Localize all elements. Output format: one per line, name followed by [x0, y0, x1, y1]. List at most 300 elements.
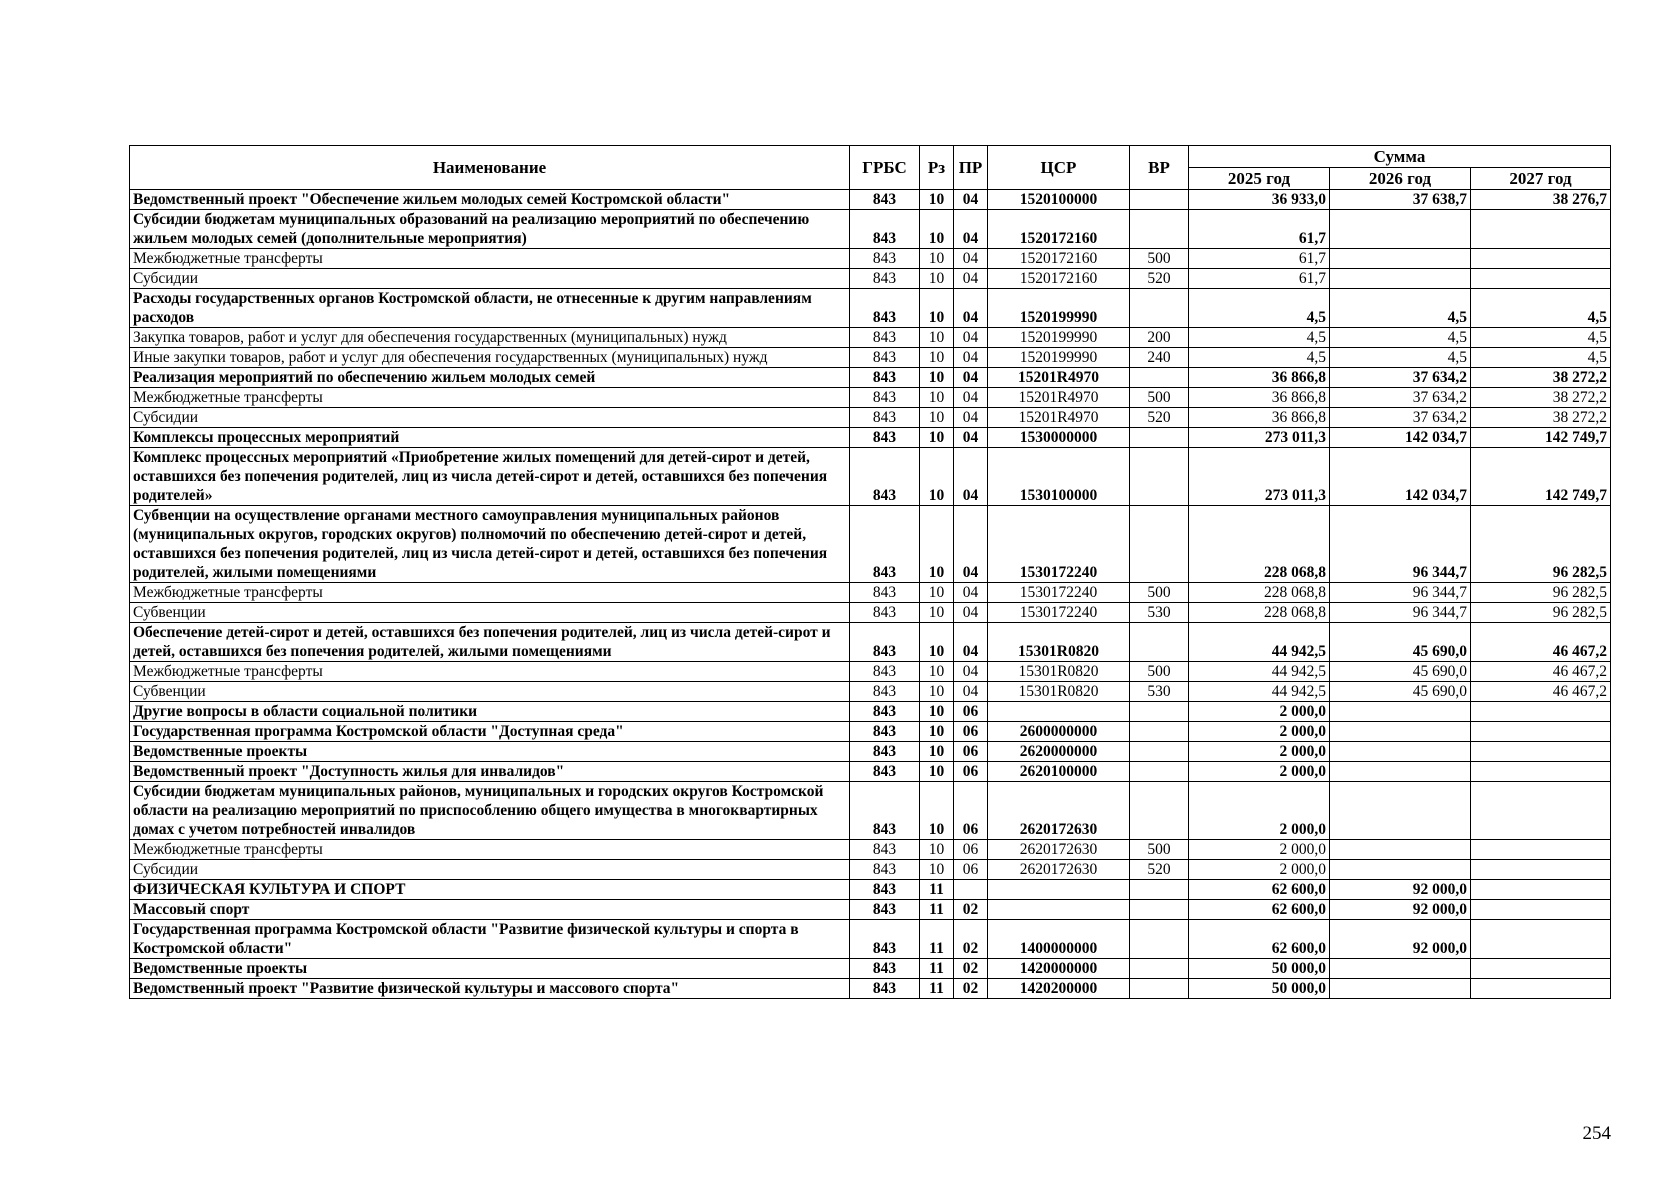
- cell-pr: 04: [954, 348, 988, 368]
- cell-2025: 4,5: [1189, 348, 1330, 368]
- table-row: [130, 623, 1611, 662]
- cell-name: Субсидии бюджетам муниципальных районов, муниципальных и городских округов Костромской области на реализацию мероприятий по приспособлению общего имущества в многоквартирных домах с учетом потребностей инвалидов: [130, 782, 850, 840]
- cell-grbs: 843: [850, 762, 920, 782]
- cell-grbs: 843: [850, 603, 920, 623]
- table-row: [130, 368, 1611, 388]
- table-row: [130, 762, 1611, 782]
- cell-grbs: 843: [850, 900, 920, 920]
- cell-vr: [1130, 289, 1189, 328]
- table-row: [130, 782, 1611, 840]
- cell-2025: 2 000,0: [1189, 762, 1330, 782]
- cell-name: Ведомственный проект "Доступность жилья для инвалидов": [130, 762, 850, 782]
- cell-2027: 142 749,7: [1471, 428, 1611, 448]
- cell-2027: [1471, 249, 1611, 269]
- cell-pr: 04: [954, 269, 988, 289]
- cell-csr: 1530172240: [988, 603, 1130, 623]
- cell-vr: 500: [1130, 840, 1189, 860]
- cell-csr: 1520199990: [988, 289, 1130, 328]
- cell-name: Государственная программа Костромской области "Доступная среда": [130, 722, 850, 742]
- cell-grbs: 843: [850, 428, 920, 448]
- cell-rz: 10: [920, 388, 954, 408]
- cell-2027: [1471, 782, 1611, 840]
- cell-2027: 4,5: [1471, 328, 1611, 348]
- cell-2025: 62 600,0: [1189, 920, 1330, 959]
- cell-name: Закупка товаров, работ и услуг для обеспечения государственных (муниципальных) нужд: [130, 328, 850, 348]
- cell-2027: [1471, 880, 1611, 900]
- cell-rz: 10: [920, 448, 954, 506]
- cell-2025: 228 068,8: [1189, 506, 1330, 583]
- budget-table: [129, 145, 1611, 999]
- cell-2027: 38 272,2: [1471, 388, 1611, 408]
- cell-vr: [1130, 979, 1189, 999]
- cell-2025: 50 000,0: [1189, 959, 1330, 979]
- cell-rz: 10: [920, 348, 954, 368]
- cell-2025: 44 942,5: [1189, 623, 1330, 662]
- cell-2025: 273 011,3: [1189, 448, 1330, 506]
- cell-grbs: 843: [850, 328, 920, 348]
- cell-grbs: 843: [850, 722, 920, 742]
- table-row: [130, 448, 1611, 506]
- cell-csr: 2620172630: [988, 860, 1130, 880]
- cell-2026: 92 000,0: [1330, 880, 1471, 900]
- cell-pr: 04: [954, 210, 988, 249]
- cell-pr: 04: [954, 583, 988, 603]
- cell-rz: 10: [920, 289, 954, 328]
- table-row: [130, 603, 1611, 623]
- cell-name: Реализация мероприятий по обеспечению жильем молодых семей: [130, 368, 850, 388]
- table-row: [130, 190, 1611, 210]
- cell-vr: 520: [1130, 408, 1189, 428]
- cell-vr: [1130, 368, 1189, 388]
- cell-2025: 4,5: [1189, 289, 1330, 328]
- cell-2027: 142 749,7: [1471, 448, 1611, 506]
- cell-2025: 36 866,8: [1189, 368, 1330, 388]
- cell-name: Межбюджетные трансферты: [130, 249, 850, 269]
- cell-rz: 10: [920, 408, 954, 428]
- cell-pr: 04: [954, 328, 988, 348]
- cell-2025: 2 000,0: [1189, 860, 1330, 880]
- cell-grbs: 843: [850, 920, 920, 959]
- cell-2026: [1330, 979, 1471, 999]
- cell-name: Субвенции: [130, 682, 850, 702]
- cell-csr: [988, 900, 1130, 920]
- cell-2026: 45 690,0: [1330, 623, 1471, 662]
- cell-rz: 10: [920, 782, 954, 840]
- cell-2027: 46 467,2: [1471, 623, 1611, 662]
- cell-name: ФИЗИЧЕСКАЯ КУЛЬТУРА И СПОРТ: [130, 880, 850, 900]
- cell-name: Субсидии: [130, 269, 850, 289]
- cell-rz: 10: [920, 762, 954, 782]
- cell-csr: 1420200000: [988, 979, 1130, 999]
- header-csr: ЦСР: [988, 146, 1130, 190]
- cell-vr: [1130, 623, 1189, 662]
- cell-rz: 11: [920, 900, 954, 920]
- cell-grbs: 843: [850, 506, 920, 583]
- cell-2026: [1330, 782, 1471, 840]
- cell-vr: 530: [1130, 603, 1189, 623]
- cell-name: Субвенции на осуществление органами местного самоуправления муниципальных районов (муниципальных округов, городских округов) полномочий по обеспечению детей-сирот и детей, оставшихся без попечения родителей, лиц из числа детей-сирот и детей, оставшихся без попечения родителей, жилыми помещениями: [130, 506, 850, 583]
- cell-name: Субвенции: [130, 603, 850, 623]
- cell-2026: 4,5: [1330, 289, 1471, 328]
- cell-rz: 10: [920, 506, 954, 583]
- cell-2026: [1330, 762, 1471, 782]
- cell-2025: 36 933,0: [1189, 190, 1330, 210]
- table-row: [130, 289, 1611, 328]
- cell-vr: [1130, 762, 1189, 782]
- cell-2026: 45 690,0: [1330, 682, 1471, 702]
- cell-2027: 4,5: [1471, 289, 1611, 328]
- cell-name: Комплекс процессных мероприятий «Приобретение жилых помещений для детей-сирот и детей, оставшихся без попечения родителей, лиц из числа детей-сирот и детей, оставшихся без попечения родителей»: [130, 448, 850, 506]
- cell-pr: 06: [954, 860, 988, 880]
- cell-grbs: 843: [850, 408, 920, 428]
- cell-2025: 4,5: [1189, 328, 1330, 348]
- cell-rz: 10: [920, 840, 954, 860]
- cell-csr: 15201R4970: [988, 408, 1130, 428]
- cell-grbs: 843: [850, 348, 920, 368]
- cell-name: Ведомственные проекты: [130, 959, 850, 979]
- table-row: [130, 920, 1611, 959]
- cell-rz: 10: [920, 742, 954, 762]
- cell-grbs: 843: [850, 623, 920, 662]
- cell-name: Государственная программа Костромской области "Развитие физической культуры и спорта в Костромской области": [130, 920, 850, 959]
- cell-csr: 2620172630: [988, 782, 1130, 840]
- cell-2027: [1471, 269, 1611, 289]
- cell-vr: [1130, 190, 1189, 210]
- table-row: [130, 583, 1611, 603]
- page-number: 254: [1582, 1123, 1611, 1144]
- cell-2026: [1330, 269, 1471, 289]
- table-row: [130, 880, 1611, 900]
- cell-grbs: 843: [850, 682, 920, 702]
- cell-rz: 10: [920, 662, 954, 682]
- cell-pr: 02: [954, 979, 988, 999]
- cell-csr: 15201R4970: [988, 388, 1130, 408]
- cell-name: Межбюджетные трансферты: [130, 662, 850, 682]
- cell-csr: 1530172240: [988, 583, 1130, 603]
- cell-pr: 06: [954, 742, 988, 762]
- cell-2027: 96 282,5: [1471, 583, 1611, 603]
- cell-grbs: 843: [850, 448, 920, 506]
- cell-rz: 10: [920, 328, 954, 348]
- cell-rz: 11: [920, 979, 954, 999]
- cell-vr: 500: [1130, 662, 1189, 682]
- cell-rz: 10: [920, 603, 954, 623]
- cell-pr: 04: [954, 408, 988, 428]
- cell-2027: 46 467,2: [1471, 662, 1611, 682]
- cell-rz: 11: [920, 959, 954, 979]
- cell-2027: [1471, 979, 1611, 999]
- cell-2027: [1471, 742, 1611, 762]
- cell-2026: 96 344,7: [1330, 603, 1471, 623]
- cell-vr: 520: [1130, 269, 1189, 289]
- cell-rz: 10: [920, 210, 954, 249]
- table-row: [130, 210, 1611, 249]
- cell-pr: 02: [954, 900, 988, 920]
- table-row: [130, 722, 1611, 742]
- cell-rz: 10: [920, 428, 954, 448]
- cell-vr: [1130, 448, 1189, 506]
- cell-pr: 06: [954, 722, 988, 742]
- cell-2026: 96 344,7: [1330, 506, 1471, 583]
- cell-pr: 04: [954, 506, 988, 583]
- cell-vr: [1130, 880, 1189, 900]
- cell-csr: 1520172160: [988, 249, 1130, 269]
- cell-2026: [1330, 249, 1471, 269]
- cell-rz: 10: [920, 583, 954, 603]
- cell-pr: 04: [954, 249, 988, 269]
- cell-name: Субсидии бюджетам муниципальных образований на реализацию мероприятий по обеспечению жильем молодых семей (дополнительные мероприятия): [130, 210, 850, 249]
- table-row: [130, 702, 1611, 722]
- cell-name: Ведомственный проект "Развитие физической культуры и массового спорта": [130, 979, 850, 999]
- table-row: [130, 328, 1611, 348]
- cell-2027: 96 282,5: [1471, 506, 1611, 583]
- cell-pr: 04: [954, 289, 988, 328]
- cell-2025: 273 011,3: [1189, 428, 1330, 448]
- cell-2027: 38 276,7: [1471, 190, 1611, 210]
- cell-csr: 2620172630: [988, 840, 1130, 860]
- cell-2026: [1330, 959, 1471, 979]
- table-row: [130, 408, 1611, 428]
- cell-2027: [1471, 959, 1611, 979]
- cell-grbs: 843: [850, 979, 920, 999]
- cell-name: Массовый спорт: [130, 900, 850, 920]
- cell-name: Межбюджетные трансферты: [130, 388, 850, 408]
- cell-vr: [1130, 742, 1189, 762]
- header-2027: 2027 год: [1471, 168, 1611, 190]
- cell-2025: 44 942,5: [1189, 662, 1330, 682]
- table-row: [130, 506, 1611, 583]
- cell-grbs: 843: [850, 388, 920, 408]
- cell-name: Субсидии: [130, 408, 850, 428]
- cell-2026: [1330, 860, 1471, 880]
- cell-pr: 04: [954, 190, 988, 210]
- cell-grbs: 843: [850, 782, 920, 840]
- cell-grbs: 843: [850, 860, 920, 880]
- cell-2025: 2 000,0: [1189, 742, 1330, 762]
- table-row: [130, 979, 1611, 999]
- cell-2027: [1471, 762, 1611, 782]
- cell-csr: 1520199990: [988, 328, 1130, 348]
- cell-vr: [1130, 782, 1189, 840]
- header-sum: Сумма: [1189, 146, 1611, 168]
- cell-pr: 06: [954, 762, 988, 782]
- cell-rz: 10: [920, 269, 954, 289]
- cell-vr: 500: [1130, 388, 1189, 408]
- cell-vr: [1130, 959, 1189, 979]
- cell-pr: 04: [954, 603, 988, 623]
- cell-vr: [1130, 428, 1189, 448]
- table-row: [130, 900, 1611, 920]
- cell-pr: 06: [954, 840, 988, 860]
- cell-grbs: 843: [850, 742, 920, 762]
- cell-csr: 2620100000: [988, 762, 1130, 782]
- cell-2027: 96 282,5: [1471, 603, 1611, 623]
- cell-2025: 2 000,0: [1189, 722, 1330, 742]
- cell-grbs: 843: [850, 269, 920, 289]
- cell-2025: 61,7: [1189, 249, 1330, 269]
- cell-pr: 04: [954, 448, 988, 506]
- cell-2026: 37 634,2: [1330, 408, 1471, 428]
- cell-2025: 36 866,8: [1189, 408, 1330, 428]
- cell-rz: 10: [920, 722, 954, 742]
- header-grbs: ГРБС: [850, 146, 920, 190]
- cell-pr: 04: [954, 662, 988, 682]
- header-rz: Рз: [920, 146, 954, 190]
- table-row: [130, 840, 1611, 860]
- cell-2027: 46 467,2: [1471, 682, 1611, 702]
- cell-pr: 06: [954, 702, 988, 722]
- table-row: [130, 428, 1611, 448]
- cell-rz: 10: [920, 702, 954, 722]
- cell-pr: [954, 880, 988, 900]
- cell-vr: [1130, 722, 1189, 742]
- header-2026: 2026 год: [1330, 168, 1471, 190]
- table-row: [130, 249, 1611, 269]
- cell-grbs: 843: [850, 662, 920, 682]
- cell-grbs: 843: [850, 880, 920, 900]
- cell-csr: 15201R4970: [988, 368, 1130, 388]
- cell-2027: [1471, 860, 1611, 880]
- cell-2025: 62 600,0: [1189, 900, 1330, 920]
- cell-2026: 92 000,0: [1330, 920, 1471, 959]
- cell-csr: [988, 880, 1130, 900]
- cell-csr: [988, 702, 1130, 722]
- cell-name: Расходы государственных органов Костромской области, не отнесенные к другим направлениям расходов: [130, 289, 850, 328]
- cell-2026: [1330, 840, 1471, 860]
- cell-name: Ведомственный проект "Обеспечение жильем молодых семей Костромской области": [130, 190, 850, 210]
- cell-2026: 142 034,7: [1330, 448, 1471, 506]
- cell-rz: 10: [920, 368, 954, 388]
- cell-pr: 04: [954, 623, 988, 662]
- cell-2026: [1330, 742, 1471, 762]
- cell-name: Ведомственные проекты: [130, 742, 850, 762]
- table-row: [130, 662, 1611, 682]
- cell-2026: 4,5: [1330, 328, 1471, 348]
- cell-name: Субсидии: [130, 860, 850, 880]
- cell-rz: 11: [920, 920, 954, 959]
- cell-csr: 15301R0820: [988, 623, 1130, 662]
- cell-2025: 228 068,8: [1189, 583, 1330, 603]
- cell-csr: 2600000000: [988, 722, 1130, 742]
- cell-csr: 1520199990: [988, 348, 1130, 368]
- cell-csr: 2620000000: [988, 742, 1130, 762]
- cell-vr: 520: [1130, 860, 1189, 880]
- table-row: [130, 682, 1611, 702]
- table-row: [130, 269, 1611, 289]
- cell-2025: 2 000,0: [1189, 840, 1330, 860]
- cell-2027: [1471, 722, 1611, 742]
- cell-vr: [1130, 506, 1189, 583]
- budget-sheet: [129, 145, 1610, 999]
- cell-2027: 38 272,2: [1471, 408, 1611, 428]
- header-vr: ВР: [1130, 146, 1189, 190]
- cell-2025: 2 000,0: [1189, 702, 1330, 722]
- cell-2025: 2 000,0: [1189, 782, 1330, 840]
- cell-grbs: 843: [850, 583, 920, 603]
- cell-grbs: 843: [850, 368, 920, 388]
- cell-2027: [1471, 920, 1611, 959]
- cell-vr: [1130, 900, 1189, 920]
- cell-2026: [1330, 722, 1471, 742]
- cell-2026: 92 000,0: [1330, 900, 1471, 920]
- header-2025: 2025 год: [1189, 168, 1330, 190]
- cell-2027: 38 272,2: [1471, 368, 1611, 388]
- cell-2027: [1471, 210, 1611, 249]
- cell-pr: 02: [954, 959, 988, 979]
- cell-vr: [1130, 702, 1189, 722]
- cell-2027: [1471, 900, 1611, 920]
- cell-csr: 1400000000: [988, 920, 1130, 959]
- cell-vr: 200: [1130, 328, 1189, 348]
- table-row: [130, 742, 1611, 762]
- cell-csr: 15301R0820: [988, 682, 1130, 702]
- cell-pr: 06: [954, 782, 988, 840]
- cell-vr: [1130, 920, 1189, 959]
- cell-vr: 530: [1130, 682, 1189, 702]
- table-row: [130, 388, 1611, 408]
- cell-2027: [1471, 702, 1611, 722]
- cell-2025: 50 000,0: [1189, 979, 1330, 999]
- cell-name: Комплексы процессных мероприятий: [130, 428, 850, 448]
- cell-pr: 04: [954, 388, 988, 408]
- table-row: [130, 860, 1611, 880]
- header-pr: ПР: [954, 146, 988, 190]
- cell-2026: 37 634,2: [1330, 368, 1471, 388]
- cell-2026: 37 634,2: [1330, 388, 1471, 408]
- cell-pr: 04: [954, 682, 988, 702]
- cell-grbs: 843: [850, 959, 920, 979]
- cell-2025: 228 068,8: [1189, 603, 1330, 623]
- cell-rz: 10: [920, 249, 954, 269]
- cell-2025: 62 600,0: [1189, 880, 1330, 900]
- cell-csr: 15301R0820: [988, 662, 1130, 682]
- cell-2026: 96 344,7: [1330, 583, 1471, 603]
- header-name: Наименование: [130, 146, 850, 190]
- cell-grbs: 843: [850, 289, 920, 328]
- cell-pr: 04: [954, 368, 988, 388]
- cell-grbs: 843: [850, 840, 920, 860]
- cell-rz: 10: [920, 860, 954, 880]
- cell-rz: 10: [920, 190, 954, 210]
- cell-name: Межбюджетные трансферты: [130, 583, 850, 603]
- table-header: [130, 146, 1611, 190]
- cell-rz: 10: [920, 623, 954, 662]
- cell-2027: [1471, 840, 1611, 860]
- cell-csr: 1520172160: [988, 210, 1130, 249]
- cell-vr: 500: [1130, 583, 1189, 603]
- cell-csr: 1530172240: [988, 506, 1130, 583]
- cell-2025: 61,7: [1189, 269, 1330, 289]
- cell-2026: 142 034,7: [1330, 428, 1471, 448]
- cell-csr: 1530100000: [988, 448, 1130, 506]
- cell-csr: 1520100000: [988, 190, 1130, 210]
- cell-grbs: 843: [850, 702, 920, 722]
- cell-grbs: 843: [850, 210, 920, 249]
- cell-vr: 240: [1130, 348, 1189, 368]
- cell-2026: 45 690,0: [1330, 662, 1471, 682]
- cell-grbs: 843: [850, 190, 920, 210]
- cell-csr: 1530000000: [988, 428, 1130, 448]
- cell-2027: 4,5: [1471, 348, 1611, 368]
- cell-2026: 4,5: [1330, 348, 1471, 368]
- cell-rz: 11: [920, 880, 954, 900]
- cell-grbs: 843: [850, 249, 920, 269]
- cell-csr: 1520172160: [988, 269, 1130, 289]
- cell-vr: [1130, 210, 1189, 249]
- cell-2026: 37 638,7: [1330, 190, 1471, 210]
- cell-2026: [1330, 702, 1471, 722]
- table-body: [130, 190, 1611, 999]
